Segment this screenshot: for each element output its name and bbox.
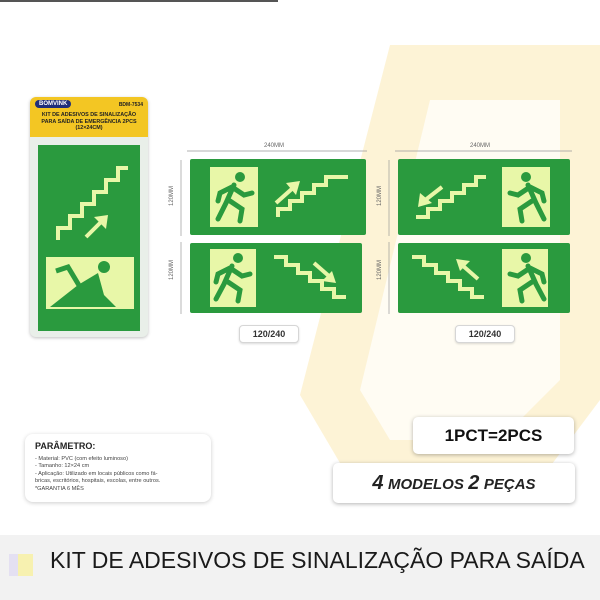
parameter-item: - Aplicação: Utilizado em locais públicos como fá-: [35, 470, 158, 477]
brand-logo: BOMVINK: [35, 100, 71, 108]
dimension-height-label: 120MM: [169, 259, 176, 281]
size-label: 120/240: [239, 325, 299, 343]
product-code: BDM-7534: [118, 102, 143, 108]
sign-stairs-down-left-exit: [398, 243, 570, 313]
parameter-item: - Tamanho: 12×24 cm: [35, 463, 90, 470]
lightbulb-icon: [6, 549, 36, 579]
dimension-height-label: 120MM: [377, 185, 384, 207]
parameter-item: - Material: PVC (com efeito luminoso): [35, 456, 128, 462]
models-count: 4: [372, 472, 384, 494]
parameter-title: PARÂMETRO:: [35, 441, 96, 451]
size-label: 120/240: [455, 325, 515, 343]
package-title: KIT DE ADESIVOS DE SINALIZAÇÃO PARA SAÍDA DE EMERGÊNCIA 2PCS (12×24CM): [41, 112, 137, 131]
parameter-item: *GARANTIA 6 MÊS: [35, 485, 84, 492]
dimension-width-label: 240MM: [264, 143, 285, 149]
sign-exit-stairs-down-right: [190, 243, 362, 313]
models-word: MODELOS: [388, 476, 464, 493]
pieces-count: 2: [468, 472, 480, 494]
parameter-item: bricas, escritórios, hospitais, escolas, entre outros.: [35, 478, 161, 485]
pack-quantity-badge: 1PCT=2PCS: [413, 417, 574, 454]
dimension-height-label: 120MM: [169, 185, 176, 207]
pieces-word: PEÇAS: [483, 476, 536, 493]
parameter-list: [35, 456, 207, 493]
dimension-width-label: 240MM: [470, 143, 491, 149]
sign-exit-stairs-up-right: [190, 159, 366, 235]
models-pieces-badge: [333, 463, 575, 503]
caption-title: KIT DE ADESIVOS DE SINALIZAÇÃO PARA SAÍDA: [50, 547, 585, 573]
dimension-height-label: 120MM: [377, 259, 384, 281]
sign-stairs-up-left-exit: [398, 159, 570, 235]
caption-bar: [0, 535, 600, 600]
parameter-box: [25, 434, 211, 502]
